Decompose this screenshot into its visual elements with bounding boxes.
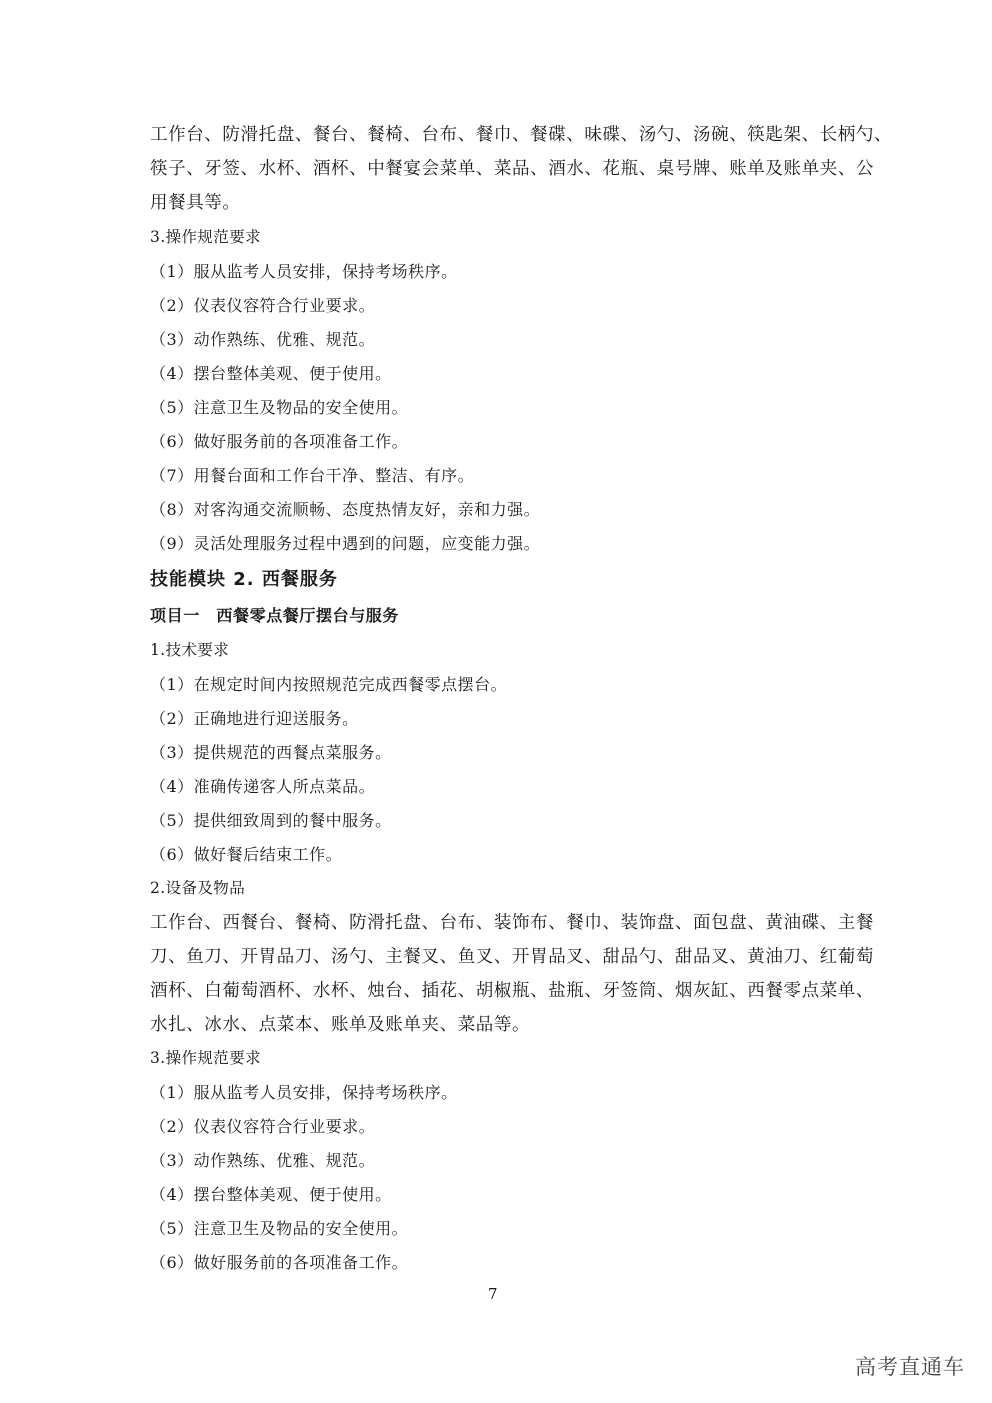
- tech-item: （4）准确传递客人所点菜品。: [150, 777, 376, 796]
- tech-item: （1）在规定时间内按照规范完成西餐零点摆台。: [150, 675, 508, 694]
- tech-item: （5）提供细致周到的餐中服务。: [150, 811, 392, 830]
- ops-item: （1）服从监考人员安排，保持考场秩序。: [150, 262, 458, 281]
- ops-heading: 3.操作规范要求: [150, 1049, 261, 1067]
- project-title: 项目一 西餐零点餐厅摆台与服务: [150, 606, 400, 625]
- ops-item: （7）用餐台面和工作台干净、整洁、有序。: [150, 466, 475, 485]
- watermark-text: 高考直通车: [855, 1355, 965, 1379]
- equipment-line: 工作台、西餐台、餐椅、防滑托盘、台布、装饰布、餐巾、装饰盘、面包盘、黄油碟、主餐: [150, 913, 874, 933]
- tech-item: （3）提供规范的西餐点菜服务。: [150, 743, 392, 762]
- ops-item: （8）对客沟通交流顺畅、态度热情友好，亲和力强。: [150, 500, 541, 519]
- tech-item: （6）做好餐后结束工作。: [150, 845, 343, 864]
- equipment-line: 工作台、防滑托盘、餐台、餐椅、台布、餐巾、餐碟、味碟、汤勺、汤碗、筷匙架、长柄勺、: [150, 125, 893, 145]
- equip-heading: 2.设备及物品: [150, 879, 246, 897]
- tech-item: （2）正确地进行迎送服务。: [150, 709, 359, 728]
- ops-item: （2）仪表仪容符合行业要求。: [150, 1117, 376, 1136]
- ops-item: （2）仪表仪容符合行业要求。: [150, 296, 376, 315]
- equipment-line: 刀、鱼刀、开胃品刀、汤勺、主餐叉、鱼叉、开胃品叉、甜品勺、甜品叉、黄油刀、红葡萄: [150, 947, 874, 967]
- module-title: 技能模块 2. 西餐服务: [150, 569, 338, 590]
- page-number: 7: [488, 1285, 498, 1303]
- ops-item: （5）注意卫生及物品的安全使用。: [150, 398, 409, 417]
- equipment-line: 酒杯、白葡萄酒杯、水杯、烛台、插花、胡椒瓶、盐瓶、牙签筒、烟灰缸、西餐零点菜单、: [150, 981, 874, 1001]
- ops-item: （4）摆台整体美观、便于使用。: [150, 1185, 392, 1204]
- ops-item: （3）动作熟练、优雅、规范。: [150, 330, 376, 349]
- ops-item: （9）灵活处理服务过程中遇到的问题，应变能力强。: [150, 534, 541, 553]
- ops-item: （6）做好服务前的各项准备工作。: [150, 1253, 409, 1272]
- tech-heading: 1.技术要求: [150, 641, 230, 659]
- ops-item: （6）做好服务前的各项准备工作。: [150, 432, 409, 451]
- ops-heading: 3.操作规范要求: [150, 228, 261, 246]
- equipment-line: 筷子、牙签、水杯、酒杯、中餐宴会菜单、菜品、酒水、花瓶、桌号牌、账单及账单夹、公: [150, 159, 874, 179]
- ops-item: （5）注意卫生及物品的安全使用。: [150, 1219, 409, 1238]
- ops-item: （3）动作熟练、优雅、规范。: [150, 1151, 376, 1170]
- equipment-line: 用餐具等。: [150, 193, 241, 213]
- ops-item: （1）服从监考人员安排，保持考场秩序。: [150, 1083, 458, 1102]
- ops-item: （4）摆台整体美观、便于使用。: [150, 364, 392, 383]
- equipment-line: 水扎、冰水、点菜本、账单及账单夹、菜品等。: [150, 1015, 531, 1035]
